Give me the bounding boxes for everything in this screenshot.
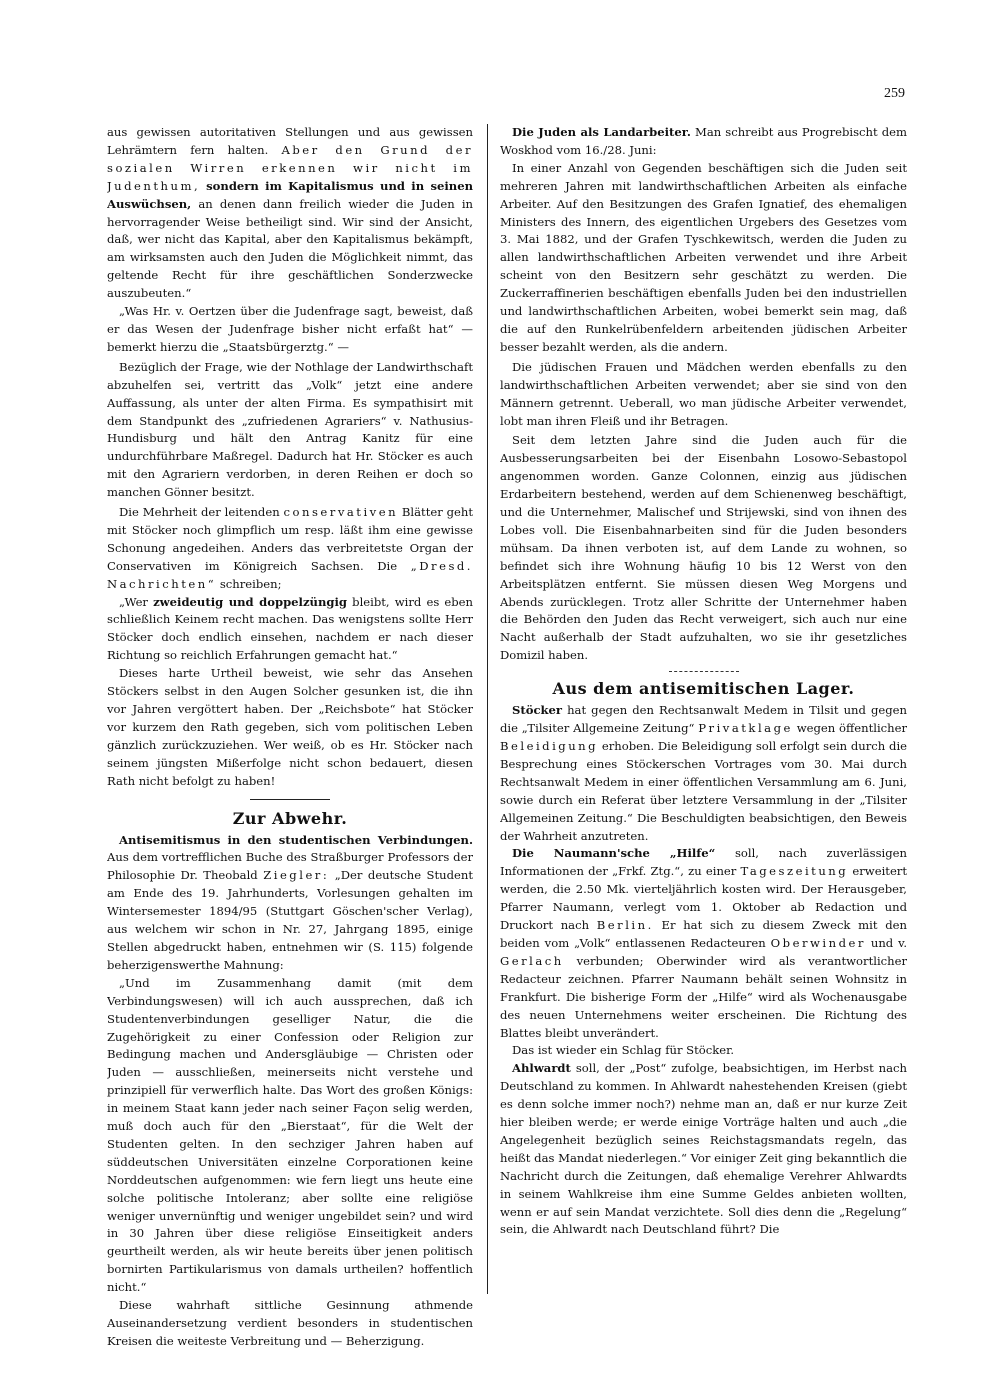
page-number: 259 (884, 86, 905, 101)
quote-paragraph: „Wer zweideutig und doppelzüngig bleibt, wird es eben schließlich Keinem recht machen. Das wenigstens sollte Herr Stöcker doch endlich einsehen, nachdem er nach dieser Richtung so reichlich Erfahrungen gemacht hat.“ (107, 594, 473, 663)
paragraph: „Was Hr. v. Oertzen über die Judenfrage sagt, beweist, daß er das Wesen der Judenfrage bisher nicht erfaßt hat“ — bemerkt hierzu die „Staatsbürgerztg.“ — (107, 304, 473, 354)
paragraph: Die Juden als Landarbeiter. Man schreibt aus Progrebischt dem Woskhod vom 16./28. Juni: (500, 125, 907, 157)
paragraph: Antisemitismus in den studentischen Verbindungen. Aus dem vortrefflichen Buche des Straßburger Professors der Philosophie Dr. Theobald Ziegler: „Der deutsche Student am Ende des 19. Jahrhunderts, Vorlesungen gehalten im Wintersemester 1894/95 (Stuttgart Göschen'scher Verlag), aus welchem wir schon in Nr. 27, Jahrgang 1895, einige Stellen abgedruckt haben, entnehmen wir (S. 115) folgende beherzigenswerthe Mahnung: (107, 832, 473, 972)
quote-paragraph: „Und im Zusammenhang damit (mit dem Verbindungswesen) will ich auch aussprechen, daß ich Studentenverbindungen geselliger Natur, die die Zugehörigkeit zu einer Confession oder Religion zur Bedingung machen und Andersgläubige — Christen oder Juden — ausschließen, meinerseits nicht verstehe und prinzipiell für verwerflich halte. Das Wort des großen Königs: in meinem Staat kann jeder nach seiner Façon selig werden, muß doch auch für den „Bierstaat“, für die Welt der Studenten gelten. In den sechziger Jahren haben auf süddeutschen Universitäten einzelne Corporationen keine Norddeutschen aufgenommen: wie fern liegt uns heute eine solche politische Intoleranz; aber sollte eine religiöse weniger unvernünftig und weniger ungebildet sein? und wird in 30 Jahren über diese religiöse Einseitigkeit anders geurtheilt werden, als wir heute bereits über jenen politisch bornirten Partikularismus von damals urtheilen? hoffentlich nicht.“ (107, 975, 473, 1295)
section-heading: Aus dem antisemitischen Lager. (552, 679, 855, 699)
paragraph: aus gewissen autoritativen Stellungen und aus gewissen Lehrämtern fern halten. Aber den Grund der sozialen Wirren erkennen wir nicht im Judenthum, sondern im Kapitalismus und in seinen Auswüchsen, an denen dann freilich wieder die Juden in hervorragender Weise betheiligt sind. Wir sind der Ansicht, daß, wer nicht das Kapital, aber den Kapitalismus bekämpft, am wirksamsten auch den Juden die Möglichkeit nimmt, das geltende Recht für ihre geschäftlichen Sonderzwecke auszubeuten.“ (107, 125, 473, 301)
section-heading: Zur Abwehr. (232, 808, 348, 828)
paragraph: Die Mehrheit der leitenden conservativen Blätter geht mit Stöcker noch glimpflich um resp. läßt ihm eine gewisse Schonung angedeihen. Anders das verbreitetste Organ der Conservativen im Königreich Sachsen. Die „Dresd. Nachrichten“ schreiben; (107, 505, 473, 591)
section-divider (250, 799, 330, 800)
paragraph: Dieses harte Urtheil beweist, wie sehr das Ansehen Stöckers selbst in den Augen Solcher gesunken ist, die ihn vor Jahren vergöttert haben. Der „Reichsbote“ hat Stöcker vor kurzem den Rath gegeben, sich vom politischen Leben gänzlich zurückzuziehen. Wer weiß, ob es Hr. Stöcker nach seinem jüngsten Mißerfolge nicht schon bedauert, diesen Rath nicht befolgt zu haben! (107, 666, 473, 788)
paragraph: Seit dem letzten Jahre sind die Juden auch für die Ausbesserungsarbeiten bei der Eisenbahn Losowo-Sebastopol angenommen worden. Ganze Colonnen, einzig aus jüdischen Erdarbeitern bestehend, werden auf dem Schienenweg beschäftigt, und die Unternehmer, Malischef und Strijewski, sind von ihnen des Lobes voll. Die Eisenbahnarbeiten sind für die Juden besonders mühsam. Da ihnen verboten ist, auf dem Lande zu wohnen, so befindet sich ihre Wohnung häufig 10 bis 12 Werst von den Arbeitsplätzen entfernt. Sie müssen diesen Weg Morgens und Abends zurücklegen. Trotz aller Schritte der Unternehmer haben die Behörden den Juden das Recht verweigert, sich auch nur eine Nacht außerhalb der Stadt aufzuhalten, wo sie ihr gesetzliches Domizil haben. (500, 433, 907, 663)
section-divider (669, 671, 739, 672)
paragraph: Bezüglich der Frage, wie der Nothlage der Landwirthschaft abzuhelfen sei, vertritt das „Volk“ jetzt eine andere Auffassung, als unter der alten Firma. Es sympathisirt mit dem Standpunkt des „zufriedenen Agrariers“ v. Nathusius-Hundisburg und hält den Antrag Kanitz für eine undurchführbare Maßregel. Dadurch hat Hr. Stöcker es auch mit den Agrariern verdorben, in deren Reihen er doch so manchen Gönner besitzt. (107, 359, 473, 500)
paragraph: Stöcker hat gegen den Rechtsanwalt Medem in Tilsit und gegen die „Tilsiter Allgemeine Zeitung“ Privatklage wegen öffentlicher Beleidigung erhoben. Die Beleidigung soll erfolgt sein durch die Besprechung eines Stöckerschen Vortrages vom 30. Mai durch Rechtsanwalt Medem in einer öffentlichen Versammlung am 6. Juni, sowie durch ein Referat über letztere Versammlung in der „Tilsiter Allgemeinen Zeitung.“ Die Beschuldigten beabsichtigen, den Beweis der Wahrheit anzutreten. (500, 703, 907, 843)
paragraph: In einer Anzahl von Gegenden beschäftigen sich die Juden seit mehreren Jahren mit landwirthschaftlichen Arbeiten als einfache Arbeiter. Auf den Besitzungen des Grafen Ignatief, des ehemaligen Ministers des Innern, des eigentlichen Urgebers des Gesetzes vom 3. Mai 1882, und der Grafen Tyschkewitsch, werden die Juden zu allen landwirthschaftlichen Arbeiten verwendet und ihre Arbeit scheint von den Besitzern sehr geschätzt zu werden. Die Zuckerraffinerien beschäftigen ebenfalls Juden bei den industriellen und landwirthschaftlichen Arbeiten, wobei bemerkt sein mag, daß die auf den Runkelrübenfeldern arbeitenden jüdischen Arbeiter besser bezahlt werden, als die andern. (500, 160, 907, 354)
paragraph: Das ist wieder ein Schlag für Stöcker. (512, 1043, 735, 1058)
paragraph: Ahlwardt soll, der „Post“ zufolge, beabsichtigen, im Herbst nach Deutschland zu kommen. In Ahlwardt nahestehenden Kreisen (giebt es denn solche immer noch?) nehme man an, daß er nur kurze Zeit hier bleiben werde; er werde einige Vorträge halten und auch „die Angelegenheit bezüglich seines Reichstagsmandats regeln, das heißt das Mandat niederlegen.“ Vor einiger Zeit ging bekanntlich die Nachricht durch die Zeitungen, daß ehemalige Verehrer Ahlwardts in seinem Wahlkreise ihm eine Summe Geldes anbieten wollten, wenn er auf sein Mandat verzichtete. Soll dies denn die „Regelung“ sein, die Ahlwardt nach Deutschland führt? Die (500, 1061, 907, 1237)
right-column (500, 124, 907, 1239)
paragraph: Die Naumann'sche „Hilfe“ soll, nach zuverlässigen Informationen der „Frkf. Ztg.“, zu einer Tageszeitung erweitert werden, die 2.50 Mk. vierteljährlich kosten wird. Der Herausgeber, Pfarrer Naumann, verlegt vom 1. Oktober ab Redaction und Druckort nach Berlin. Er hat sich zu diesem Zweck mit den beiden vom „Volk“ entlassenen Redacteuren Oberwinder und v. Gerlach verbunden; Oberwinder wird als verantwortlicher Redacteur zeichnen. Pfarrer Naumann behält seinen Wohnsitz in Frankfurt. Die bisherige Form der „Hilfe“ wird als Wochenausgabe des neuen Unternehmens weiter erscheinen. Die Richtung des Blattes bleibt unverändert. (500, 846, 907, 1040)
left-column (107, 124, 473, 1351)
paragraph: Diese wahrhaft sittliche Gesinnung athmende Auseinandersetzung verdient besonders in studentischen Kreisen die weiteste Verbreitung und — Beherzigung. (107, 1298, 473, 1348)
paragraph: Die jüdischen Frauen und Mädchen werden ebenfalls zu den landwirthschaftlichen Arbeiten verwendet; aber sie sind von den Männern getrennt. Ueberall, wo man jüdische Arbeiter verwendet, lobt man ihren Fleiß und ihr Betragen. (500, 359, 907, 428)
column-divider (487, 124, 488, 1294)
